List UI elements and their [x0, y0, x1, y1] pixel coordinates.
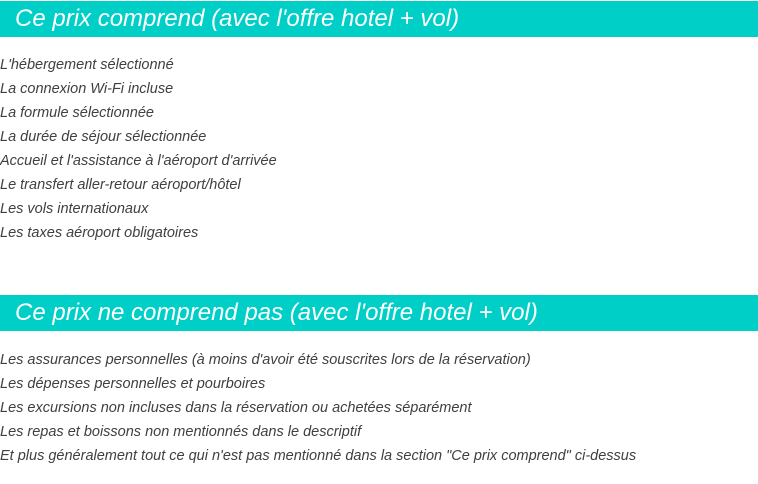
- list-item: Accueil et l'assistance à l'aéroport d'arrivée: [0, 153, 277, 169]
- list-item: Les excursions non incluses dans la réservation ou achetées séparément: [0, 400, 472, 416]
- list-item: Les dépenses personnelles et pourboires: [0, 376, 266, 392]
- list-item: Les vols internationaux: [0, 201, 149, 217]
- list-item: Les taxes aéroport obligatoires: [0, 225, 199, 241]
- list-item: L'hébergement sélectionné: [0, 57, 174, 73]
- list-item: Le transfert aller-retour aéroport/hôtel: [0, 177, 241, 193]
- excluded-items-list: [0, 348, 636, 468]
- included-items-list: [0, 53, 277, 245]
- included-section-title: Ce prix comprend (avec l'offre hotel + vol): [0, 1, 758, 37]
- list-item: Les repas et boissons non mentionnés dans le descriptif: [0, 424, 362, 440]
- list-item: La durée de séjour sélectionnée: [0, 129, 207, 145]
- excluded-section-title: Ce prix ne comprend pas (avec l'offre hotel + vol): [0, 295, 758, 331]
- list-item: La formule sélectionnée: [0, 105, 154, 121]
- list-item: La connexion Wi-Fi incluse: [0, 81, 174, 97]
- list-item: Les assurances personnelles (à moins d'avoir été souscrites lors de la réservation): [0, 352, 531, 368]
- list-item: Et plus généralement tout ce qui n'est pas mentionné dans la section "Ce prix comprend" ci-dessus: [0, 448, 637, 464]
